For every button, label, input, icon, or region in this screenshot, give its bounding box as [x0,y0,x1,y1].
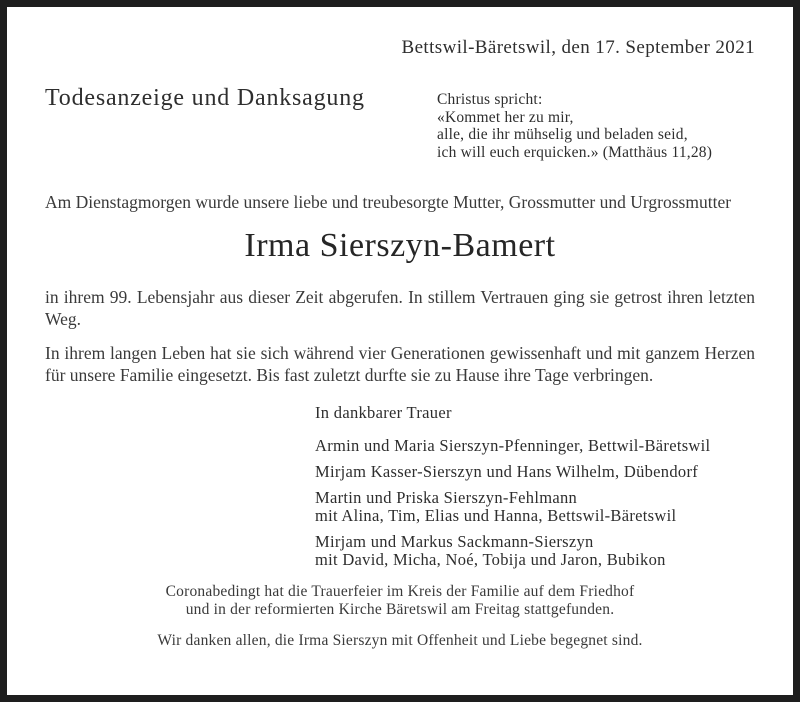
mourner-line: Martin und Priska Sierszyn-Fehlmann [315,488,578,507]
mourner-entry [315,489,755,525]
life-paragraph: In ihrem langen Leben hat sie sich während vier Generationen gewissenhaft und mit ganzem Herzen für unsere Familie eingesetzt. Bis fast zuletzt durfte sie zu Hause ihre Tage verbringen. [45,343,755,385]
mourner-line: mit David, Micha, Noé, Tobija und Jaron, Bubikon [315,550,666,569]
scripture-line: «Kommet her zu mir, [437,108,574,126]
header-row [45,85,755,161]
thanks-note: Wir danken allen, die Irma Sierszyn mit Offenheit und Liebe begegnet sind. [157,632,643,649]
scripture-line: alle, die ihr mühselig und beladen seid, [437,126,688,143]
deceased-name: Irma Sierszyn-Bamert [244,227,556,264]
mourner-line: Mirjam und Markus Sackmann-Sierszyn [315,532,594,551]
funeral-note-line: Coronabedingt hat die Trauerfeier im Kreis der Familie auf dem Friedhof [165,583,635,600]
mourner-line: mit Alina, Tim, Elias und Hanna, Bettswil-Bäretswil [315,506,677,525]
called-paragraph: in ihrem 99. Lebensjahr aus dieser Zeit abgerufen. In stillem Vertrauen ging sie getrost ihren letzten Weg. [45,287,755,329]
intro-paragraph: Am Dienstagmorgen wurde unsere liebe und treubesorgte Mutter, Grossmutter und Urgrossmutter [45,192,732,212]
mourning-section [315,404,755,569]
scripture-quote [437,91,755,161]
mourner-entry [315,533,755,569]
mourner-entry [315,463,755,481]
notice-title: Todesanzeige und Danksagung [45,85,365,111]
scripture-intro: Christus spricht: [437,91,543,108]
funeral-note-line: und in der reformierten Kirche Bäretswil am Freitag stattgefunden. [185,601,615,618]
mourner-line: Armin und Maria Sierszyn-Pfenninger, Bettwil-Bäretswil [315,436,711,455]
scripture-line: ich will euch erquicken.» (Matthäus 11,28) [437,143,713,161]
funeral-note [45,583,755,619]
dateline: Bettswil-Bäretswil, den 17. September 2021 [401,37,755,58]
mourner-entry [315,437,755,455]
mourning-header: In dankbarer Trauer [315,403,452,422]
mourner-line: Mirjam Kasser-Sierszyn und Hans Wilhelm, Dübendorf [315,462,699,481]
